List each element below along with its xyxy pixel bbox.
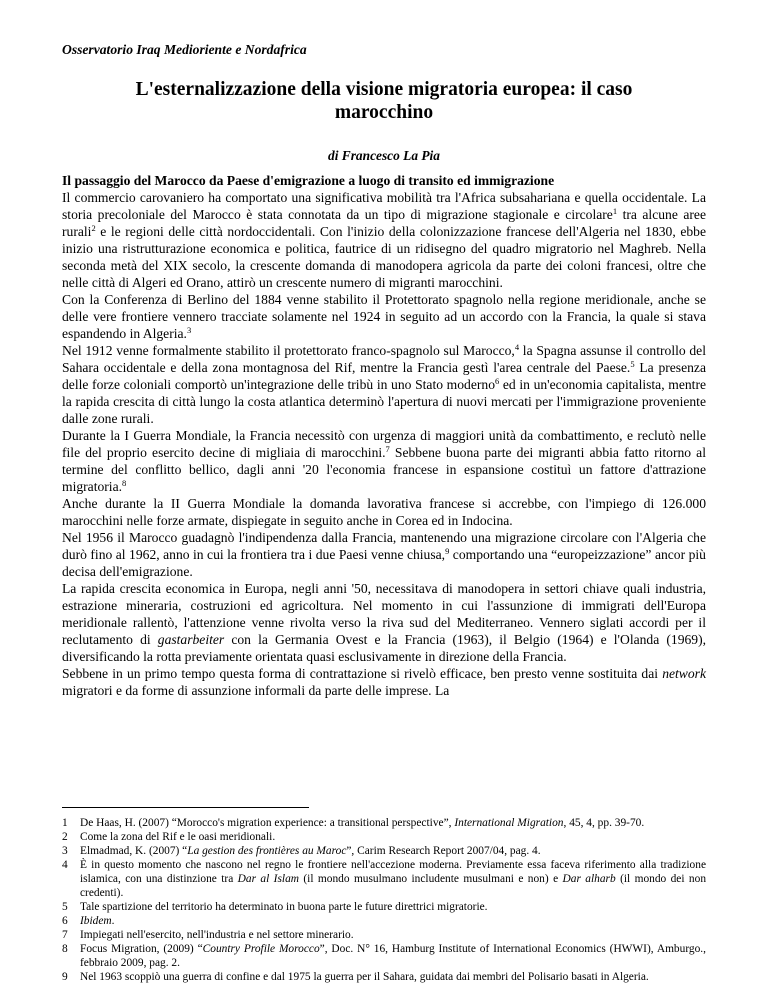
section-heading: Il passaggio del Marocco da Paese d'emigrazione a luogo di transito ed immigrazione [62,173,555,188]
footnote-ref[interactable]: 6 [495,376,500,386]
italic-term: gastarbeiter [157,632,225,647]
footnote-separator [62,807,309,808]
footnote-text: Impiegati nell'esercito, nell'industria e nel settore minerario. [80,929,354,941]
footnote-ref[interactable]: 4 [514,342,520,352]
footnote-item [62,914,706,928]
text-run: Sebbene in un primo tempo questa forma di contrattazione si rivelò efficace, ben presto venne sostituita dai [62,666,663,681]
text-run: comportando una “europeizzazione” ancor più decisa dell'emigrazione. [62,547,706,579]
italic-term: network [662,666,706,681]
paragraph-2 [62,291,706,342]
footnote-number: 4 [62,859,68,871]
text-run: la Spagna assunse il controllo del Sahara occidentale e della zona montagnosa del Rif, mentre la Francia gestì l'area centrale del Paese. [62,343,706,375]
footnote-text: Focus Migration, (2009) “Country Profile Morocco”, Doc. N° 16, Hamburg Institute of International Economics (HWWI), Amburgo., febbraio 2009, pag. 2. [80,943,706,969]
paragraph-5 [62,495,706,529]
footnote-ref[interactable]: 1 [612,206,618,216]
paragraph-3 [62,342,706,427]
footnote-number: 5 [62,901,68,913]
footnote-text: È in questo momento che nascono nel regno le frontiere nell'accezione moderna. Previamente essa faceva riferimento alla tradizione islamica, con una distinzione tra Dar al Islam (il mondo musulmano includente musulmani e non) e Dar alharb (il mondo dei non credenti). [80,859,707,899]
text-run: Durante la I Guerra Mondiale, la Francia necessitò con urgenza di maggiori unità da combattimento, e reclutò nelle file del proprio esercito decine di migliaia di marocchini. [62,428,706,460]
footnote-item [62,844,706,858]
footnotes-list [62,816,706,984]
text-run: La rapida crescita economica in Europa, negli anni '50, necessitava di manodopera in settori chiave quali industria, estrazione mineraria, costruzioni ed agricoltura. Nel momento in cui l'assunzione di immigrati dell'Europa meridionale rallentò, l'attenzione venne rivolta verso la riva sud del Mediterraneo. Vennero siglati accordi per il reclutamento di [62,581,706,647]
text-run: e le regioni delle città nordoccidentali. Con l'inizio della colonizzazione francese dell'Algeria nel 1830, ebbe inizio una ristrutturazione economica e politica, fautrice di un ridisegno del quadro migratorio nel Maghreb. Nella seconda metà del XIX secolo, la crescente domanda di manodopera agricola da parte dei coloni francesi, oltre che nelle città di Algeri ed Orano, attirò un crescente numero di migranti marocchini. [62,224,706,290]
footnote-number: 2 [62,831,68,843]
footnote-item [62,970,706,984]
paragraph-4 [62,427,706,495]
footnote-ref[interactable]: 2 [91,223,96,233]
running-header: Osservatorio Iraq Medioriente e Nordafrica [62,42,307,57]
paragraph-8 [62,665,706,699]
text-run: tra alcune aree rurali [62,207,706,239]
body-text [62,172,706,699]
footnote-number: 1 [62,817,68,829]
text-run: Il commercio carovaniero ha comportato una significativa mobilità tra l'Africa subsahariana e quella occidentale. La storia precoloniale del Marocco è stata connotata da un tipo di migrazione stagionale e circolare [62,190,706,222]
footnote-text: Tale spartizione del territorio ha determinato in buona parte le future direttrici migratorie. [80,901,488,913]
footnote-item [62,830,706,844]
footnote-item [62,928,706,942]
footnote-number: 8 [62,943,68,955]
title-line-2: marocchino [334,102,434,123]
paragraph-6 [62,529,706,580]
footnote-item [62,858,706,900]
text-run: Con la Conferenza di Berlino del 1884 venne stabilito il Protettorato spagnolo nella regione meridionale, anche se delle vere frontiere vennero tracciate solamente nel 1924 in seguito ad un accordo con la Francia, la quale si stava espandendo in Algeria. [62,292,706,341]
footnote-text: Elmadmad, K. (2007) “La gestion des frontières au Maroc”, Carim Research Report 2007/04, pag. 4. [80,845,541,857]
text-run: La presenza delle forze coloniali comportò un'integrazione delle tribù in uno Stato moderno [62,360,706,392]
author-byline: di Francesco La Pia [328,148,440,163]
paragraph-1 [62,189,706,291]
footnote-text: Come la zona del Rif e le oasi meridionali. [80,831,276,843]
footnote-ref[interactable]: 7 [385,444,390,454]
footnote-ref[interactable]: 3 [186,325,192,335]
text-run: Nel 1956 il Marocco guadagnò l'indipendenza dalla Francia, mantenendo una migrazione circolare con l'Algeria che durò fino al 1962, anno in cui la frontiera tra i due Paesi venne chiusa, [62,530,706,562]
footnote-number: 6 [62,915,68,927]
text-run: Sebbene buona parte dei migranti abbia fatto ritorno al termine del conflitto bellico, dagli anni '20 l'economia francese in espansione costituì un fattore d'attrazione migratoria. [62,445,706,494]
footnote-ref[interactable]: 9 [445,546,450,556]
footnote-number: 9 [62,971,68,983]
footnote-text: Ibidem. [80,915,115,927]
text-run: con la Germania Ovest e la Francia (1963), il Belgio (1964) e l'Olanda (1969), diversificando la rotta previamente orientata quasi esclusivamente in direzione della Francia. [62,632,707,664]
footnote-item [62,942,706,970]
footnote-number: 3 [62,845,68,857]
text-run: Anche durante la II Guerra Mondiale la domanda lavorativa francese si accrebbe, con l'impiego di 126.000 marocchini nelle forze armate, dispiegate in seguito anche in Corea ed in Indocina. [62,496,706,528]
footnote-item [62,900,706,914]
footnote-text: De Haas, H. (2007) “Morocco's migration experience: a transitional perspective”, International Migration, 45, 4, pp. 39-70. [80,817,645,829]
text-run: ed in un'economia capitalista, mentre la rapida crescita di città lungo la costa atlantica determinò l'apertura di nuovi mercati per l'immigrazione proveniente dalle zone rurali. [62,377,707,426]
footnote-number: 7 [62,929,68,941]
text-run: Nel 1912 venne formalmente stabilito il protettorato franco-spagnolo sul Marocco, [62,343,515,358]
title-line-1: L'esternalizzazione della visione migratoria europea: il caso [135,79,633,100]
document-title [62,78,706,124]
text-run: migratori e da forme di assunzione informali da parte delle imprese. La [62,683,450,698]
footnote-text: Nel 1963 scoppiò una guerra di confine e dal 1975 la guerra per il Sahara, guidata dai membri del Polisario basati in Algeria. [80,971,649,983]
footnote-item [62,816,706,830]
footnote-ref[interactable]: 8 [122,478,127,488]
footnote-ref[interactable]: 5 [630,359,635,369]
paragraph-7 [62,580,706,665]
